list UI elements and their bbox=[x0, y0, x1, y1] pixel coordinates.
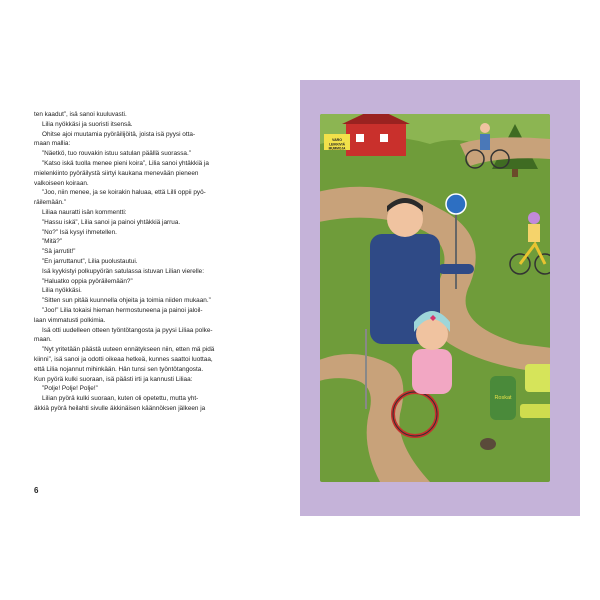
text-line: maan. bbox=[34, 336, 52, 344]
text-line: ”Katso iskä tuolla menee pieni koira”, Lilia sanoi yhtäkkiä ja bbox=[42, 159, 209, 167]
text-line: Kun pyörä kulki suoraan, isä päästi irti ja kannusti Liliaa: bbox=[34, 375, 193, 383]
lady-body bbox=[528, 224, 540, 242]
tree-trunk bbox=[512, 169, 518, 177]
text-line: ”En jarruttanut”, Lilia puolustautui. bbox=[42, 257, 138, 265]
text-line: maan mallia: bbox=[34, 140, 71, 148]
text-line: Isä kyykistyi polkupyörän satulassa istuvan Lilian vierelle: bbox=[42, 267, 204, 275]
text-line: ten kaadut”, isä sanoi kuuluvasti. bbox=[34, 111, 127, 118]
text-line: räilemään.” bbox=[34, 199, 66, 207]
text-line: ”Sitten sun pitää kuunnella ohjeita ja toimia niiden mukaan.” bbox=[42, 297, 211, 305]
sign-text-line3: MUMMOJA bbox=[328, 146, 346, 151]
lady-helmet bbox=[528, 212, 540, 224]
sign-text-line2: LEIKKIVIÄ bbox=[329, 142, 345, 147]
text-line: ”Polje! Polje! Polje!” bbox=[42, 385, 98, 393]
text-line: Ohitse ajoi muutamia pyöräilijöitä, joista isä pyysi otta- bbox=[42, 130, 196, 138]
text-line: laan vimmatusti polkimia. bbox=[34, 316, 106, 324]
bird-icon bbox=[480, 438, 496, 450]
bike-path-sign-icon bbox=[446, 194, 466, 214]
park-scene-svg bbox=[320, 114, 550, 482]
bin-label: Roskat bbox=[494, 395, 512, 401]
text-line: ”Nyt yritetään päästä uuteen ennätykseen niin, etten mä pidä bbox=[42, 346, 215, 354]
text-line: äkkiä pyörä heilahti sivulle äkkinäisen käännöksen jälkeen ja bbox=[34, 404, 206, 412]
text-line: ”No?” Isä kysyi ihmetellen. bbox=[42, 228, 117, 236]
girl-shirt bbox=[412, 349, 452, 394]
text-line: ”Mitä?” bbox=[42, 238, 62, 246]
right-page bbox=[300, 80, 580, 516]
text-line: ”Joo!” Lilia tokaisi hieman hermostuneena ja painoi jaloil- bbox=[42, 306, 203, 314]
bench-seat bbox=[520, 404, 550, 418]
text-line: ”Joo, niin menee, ja se koirakin haluaa, että Lilli oppii pyö- bbox=[42, 189, 206, 197]
illustration bbox=[320, 114, 550, 482]
text-line: Lilian pyörä kulki suoraan, kuten oli opetettu, mutta yht- bbox=[42, 395, 199, 403]
text-line: ”Sä jarrutit!” bbox=[42, 248, 76, 256]
text-line: valkoiseen koiraan. bbox=[34, 179, 89, 187]
sign-pole bbox=[455, 209, 457, 289]
page-number: 6 bbox=[34, 486, 39, 495]
yellow-bench bbox=[525, 364, 550, 392]
text-line: Isä otti uudelleen otteen työntötangosta ja pyysi Liliaa polke- bbox=[42, 326, 213, 334]
push-bar bbox=[365, 329, 367, 409]
text-line: kiinni”, isä sanoi ja odotti oikeaa hetkeä, kunnes saattoi luottaa, bbox=[34, 355, 213, 363]
text-line: Lilia nyökkäsi. bbox=[42, 287, 82, 295]
text-line: ”Haluatko oppia pyöräilemään?” bbox=[42, 277, 133, 285]
cyclist-body bbox=[480, 134, 490, 150]
text-line: ”Näetkö, tuo rouvakin istuu satulan päällä suorassa.” bbox=[42, 150, 191, 158]
father-arm bbox=[438, 264, 474, 274]
sign-text-line1: VARO bbox=[331, 138, 343, 142]
house-window bbox=[356, 134, 364, 142]
text-line: että Lilia nojannut mihinkään. Hän tunsi sen työntötangosta. bbox=[34, 365, 204, 373]
cyclist-head bbox=[480, 123, 490, 133]
text-line: Lilia nyökkäsi ja suoristi itsensä. bbox=[42, 120, 133, 128]
red-house bbox=[346, 122, 406, 156]
text-line: Liliaa nauratti isän kommentti: bbox=[42, 208, 127, 216]
house-window bbox=[380, 134, 388, 142]
story-text bbox=[34, 110, 254, 414]
text-line: mielenkiinto pyöräilystä siirtyi kaukana menevään pieneen bbox=[34, 169, 199, 177]
text-line: ”Hassu iskä”, Lilia sanoi ja painoi yhtäkkiä jarrua. bbox=[42, 218, 181, 226]
